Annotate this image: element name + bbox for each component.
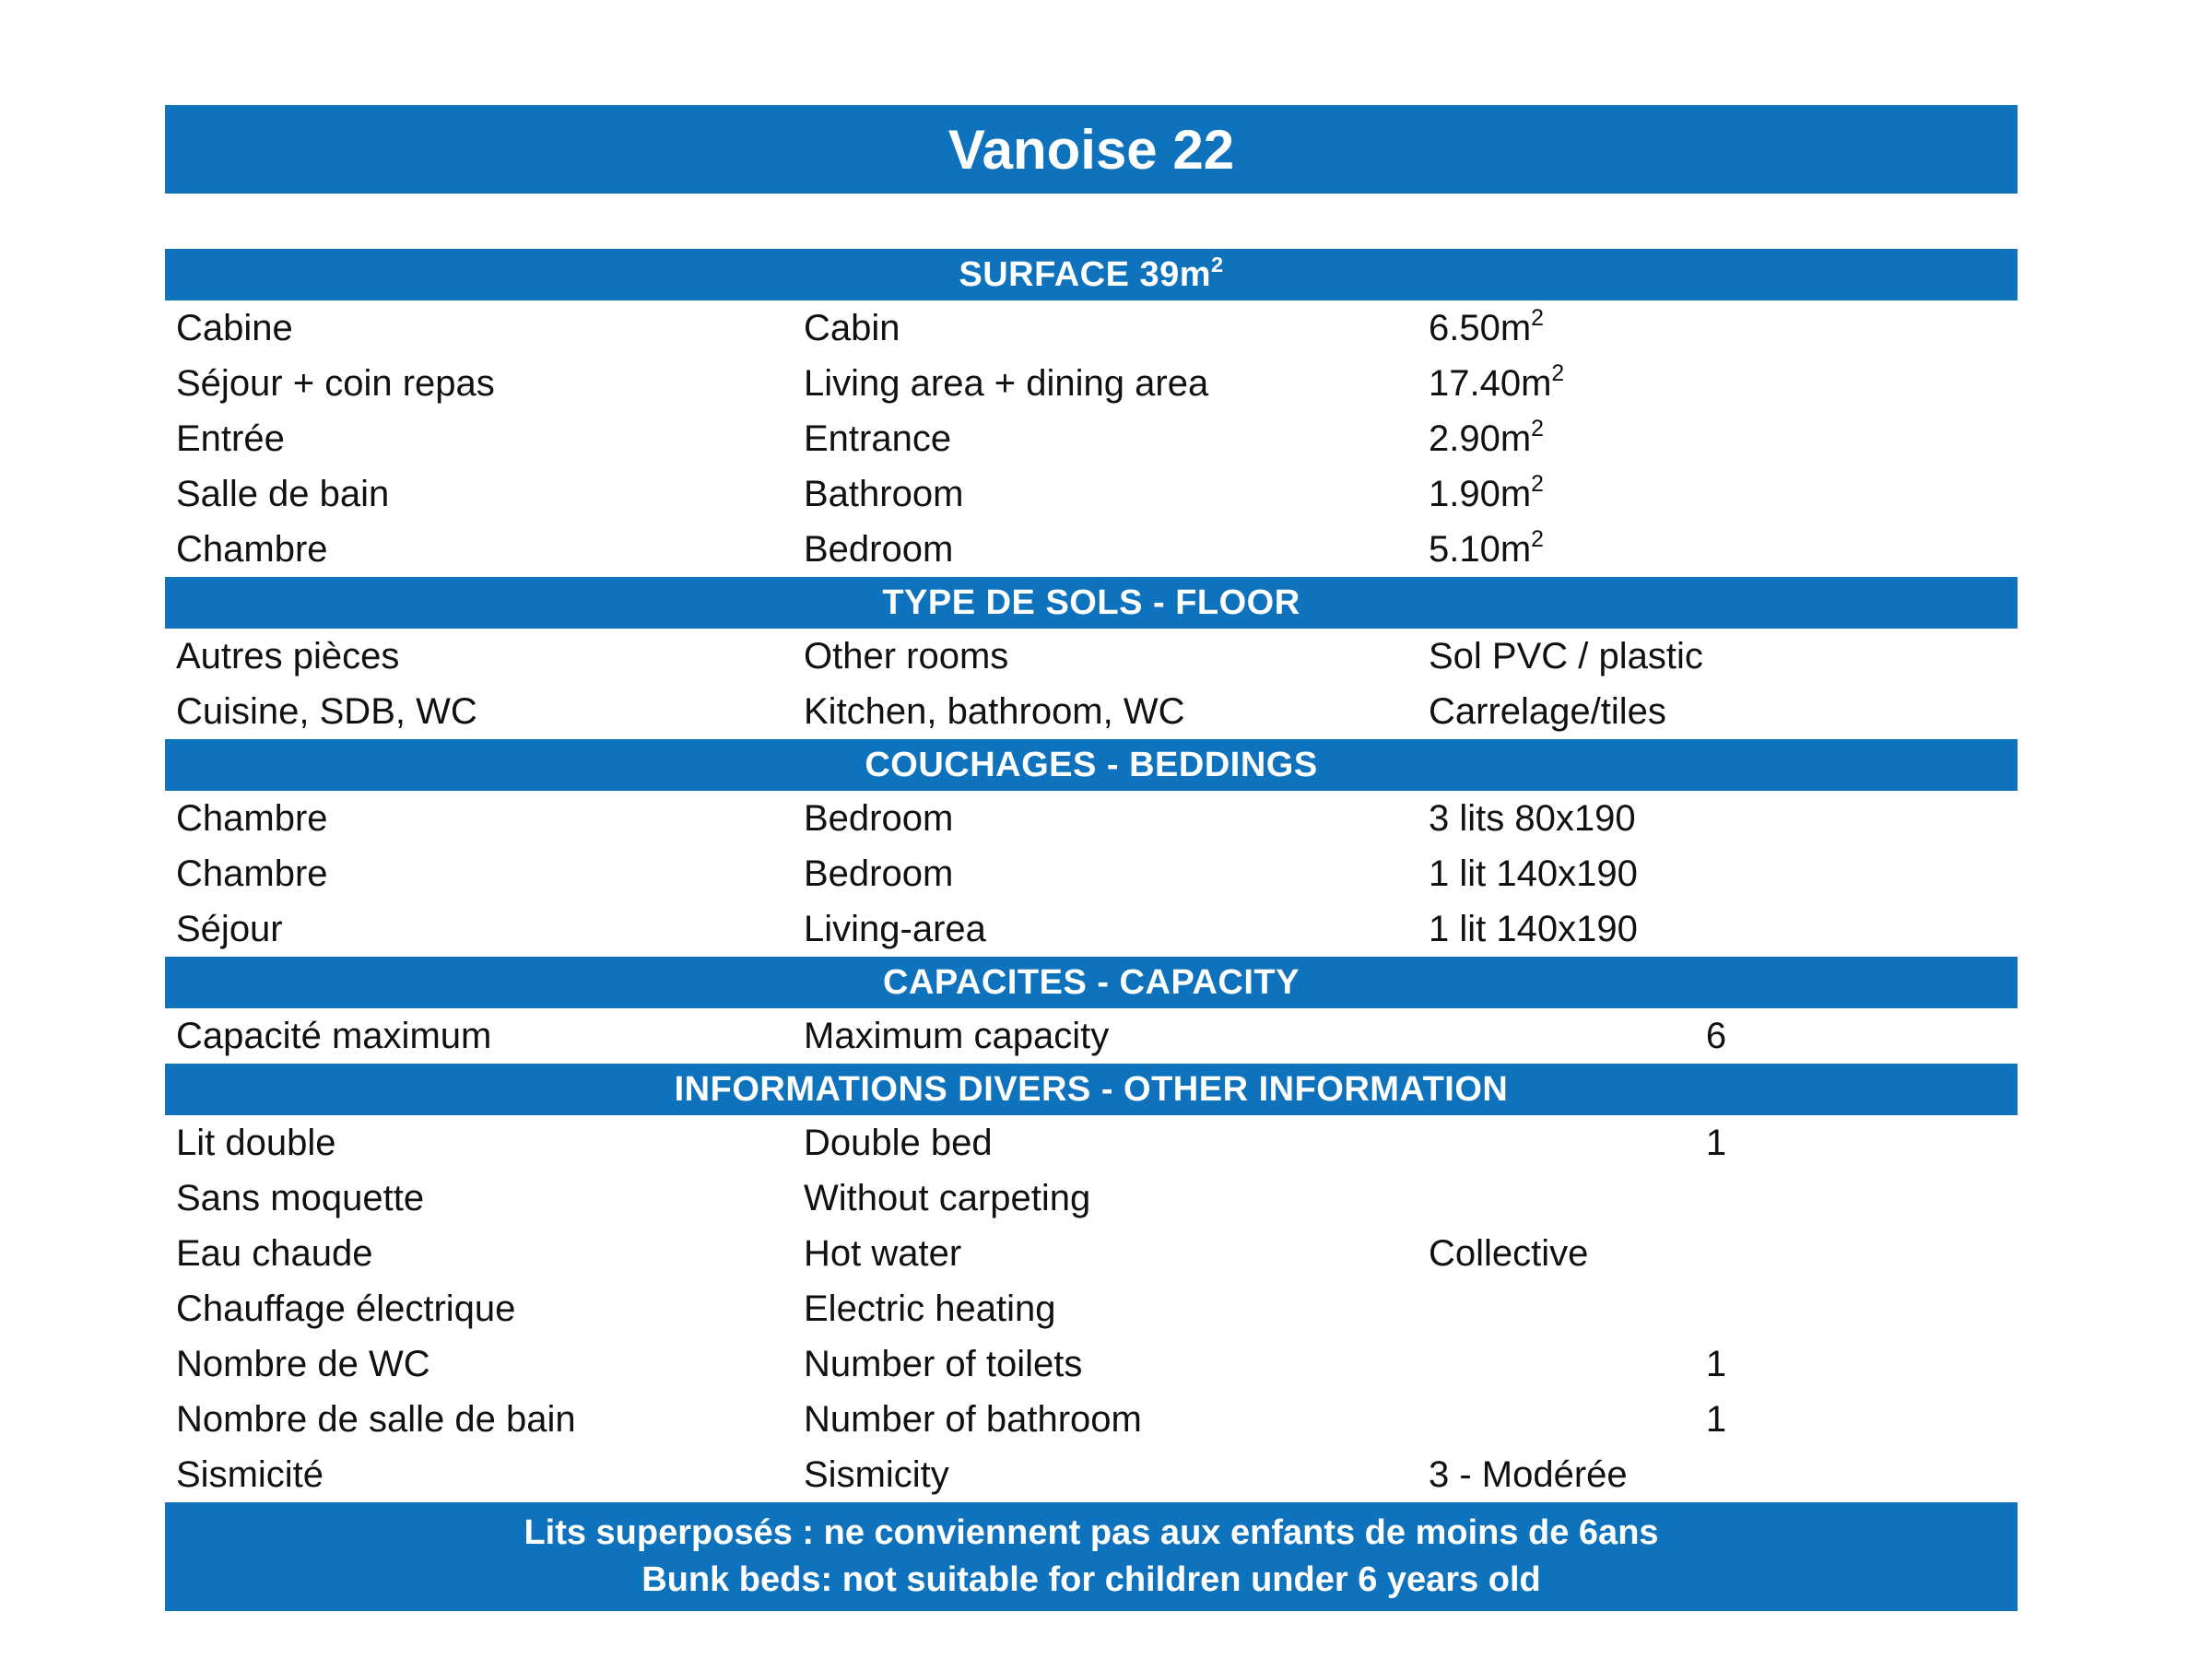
superscript: 2	[1531, 417, 1544, 442]
label-en: Entrance	[804, 418, 952, 459]
page-title: Vanoise 22	[947, 118, 1235, 181]
label-fr: Séjour	[176, 908, 283, 949]
label-en: Maximum capacity	[804, 1015, 1110, 1056]
value-cell: $2.90m^2$	[1429, 417, 1544, 459]
label-en: Bedroom	[804, 528, 954, 570]
section-header-label: CAPACITES - CAPACITY	[883, 962, 1300, 1002]
label-fr: Chambre	[176, 797, 328, 839]
label-en: Without carpeting	[804, 1177, 1091, 1218]
table-row	[165, 1008, 2018, 1064]
label-en: Bedroom	[804, 797, 954, 839]
section-header-beddings	[165, 739, 2018, 791]
label-fr: Nombre de salle de bain	[176, 1398, 576, 1440]
notice-line-fr: Lits superposés : ne conviennent pas aux enfants de moins de 6ans	[524, 1513, 1659, 1552]
section-header-surface	[165, 249, 2018, 300]
label-fr: Entrée	[176, 418, 285, 459]
label-fr: Eau chaude	[176, 1232, 373, 1274]
label-en: Electric heating	[804, 1288, 1056, 1329]
table-row	[165, 791, 2018, 846]
label-en: Number of bathroom	[804, 1398, 1142, 1440]
table-row	[165, 1115, 2018, 1171]
table-row	[165, 411, 2018, 466]
label-en: Living-area	[804, 908, 986, 949]
value-cell: 6	[1705, 1015, 1727, 1056]
table-row	[165, 466, 2018, 522]
title-banner	[165, 105, 2018, 194]
value-cell: 1	[1705, 1398, 1727, 1440]
section-header-other-information	[165, 1064, 2018, 1115]
label-fr: Cuisine, SDB, WC	[176, 690, 477, 732]
value-cell: 1 lit 140x190	[1429, 853, 1638, 894]
value-cell: $17.40m^2$	[1429, 361, 1565, 404]
label-en: Double bed	[804, 1122, 993, 1163]
superscript: 2	[1531, 472, 1544, 498]
table-row	[165, 356, 2018, 411]
label-en: Bedroom	[804, 853, 954, 894]
label-en: Number of toilets	[804, 1343, 1083, 1384]
section-header-label: SURFACE $39m^2$	[959, 252, 1224, 294]
table-row	[165, 522, 2018, 577]
table-row	[165, 1281, 2018, 1336]
value-cell: Sol PVC / plastic	[1429, 635, 1703, 677]
label-en: Hot water	[804, 1232, 962, 1274]
label-fr: Salle de bain	[176, 473, 390, 514]
superscript: 2	[1211, 252, 1224, 276]
label-fr: Chambre	[176, 853, 328, 894]
section-header-capacity	[165, 957, 2018, 1008]
superscript: 2	[1531, 527, 1544, 553]
label-fr: Autres pièces	[176, 635, 400, 677]
info-table	[165, 249, 2018, 1611]
label-en: Sismicity	[804, 1453, 949, 1495]
value-cell: Carrelage/tiles	[1429, 690, 1666, 732]
value-cell: $5.10m^2$	[1429, 527, 1544, 570]
label-fr: Nombre de WC	[176, 1343, 430, 1384]
table-row	[165, 846, 2018, 901]
label-en: Living area + dining area	[804, 362, 1209, 404]
label-fr: Cabine	[176, 307, 293, 348]
label-fr: Lit double	[176, 1122, 336, 1163]
section-header-label: COUCHAGES - BEDDINGS	[865, 745, 1318, 784]
label-fr: Chambre	[176, 528, 328, 570]
section-header-label: TYPE DE SOLS - FLOOR	[882, 582, 1300, 622]
value-cell: $6.50m^2$	[1429, 306, 1544, 348]
value-cell: 3 lits 80x190	[1429, 797, 1636, 839]
label-fr: Séjour + coin repas	[176, 362, 495, 404]
label-fr: Sans moquette	[176, 1177, 425, 1218]
table-row	[165, 300, 2018, 356]
value-cell: 1	[1705, 1343, 1727, 1384]
table-row	[165, 901, 2018, 957]
label-fr: Sismicité	[176, 1453, 324, 1495]
superscript: 2	[1551, 361, 1565, 387]
superscript: 2	[1531, 306, 1544, 332]
section-header-floor	[165, 577, 2018, 629]
label-en: Other rooms	[804, 635, 1009, 677]
label-en: Cabin	[804, 307, 900, 348]
notice-line-en: Bunk beds: not suitable for children under 6 years old	[641, 1560, 1541, 1599]
table-row	[165, 1336, 2018, 1392]
value-cell: 1 lit 140x190	[1429, 908, 1638, 949]
value-cell: 3 - Modérée	[1429, 1453, 1628, 1495]
value-cell: 1	[1705, 1122, 1727, 1163]
label-en: Kitchen, bathroom, WC	[804, 690, 1185, 732]
table-row	[165, 1226, 2018, 1281]
label-fr: Chauffage électrique	[176, 1288, 516, 1329]
value-cell: $1.90m^2$	[1429, 472, 1544, 514]
bunk-beds-notice	[165, 1502, 2018, 1611]
value-cell: Collective	[1429, 1232, 1589, 1274]
table-row	[165, 1171, 2018, 1226]
label-fr: Capacité maximum	[176, 1015, 492, 1056]
table-row	[165, 684, 2018, 739]
label-en: Bathroom	[804, 473, 964, 514]
table-row	[165, 1392, 2018, 1447]
table-row	[165, 1447, 2018, 1502]
section-header-label: INFORMATIONS DIVERS - OTHER INFORMATION	[674, 1069, 1509, 1109]
table-row	[165, 629, 2018, 684]
